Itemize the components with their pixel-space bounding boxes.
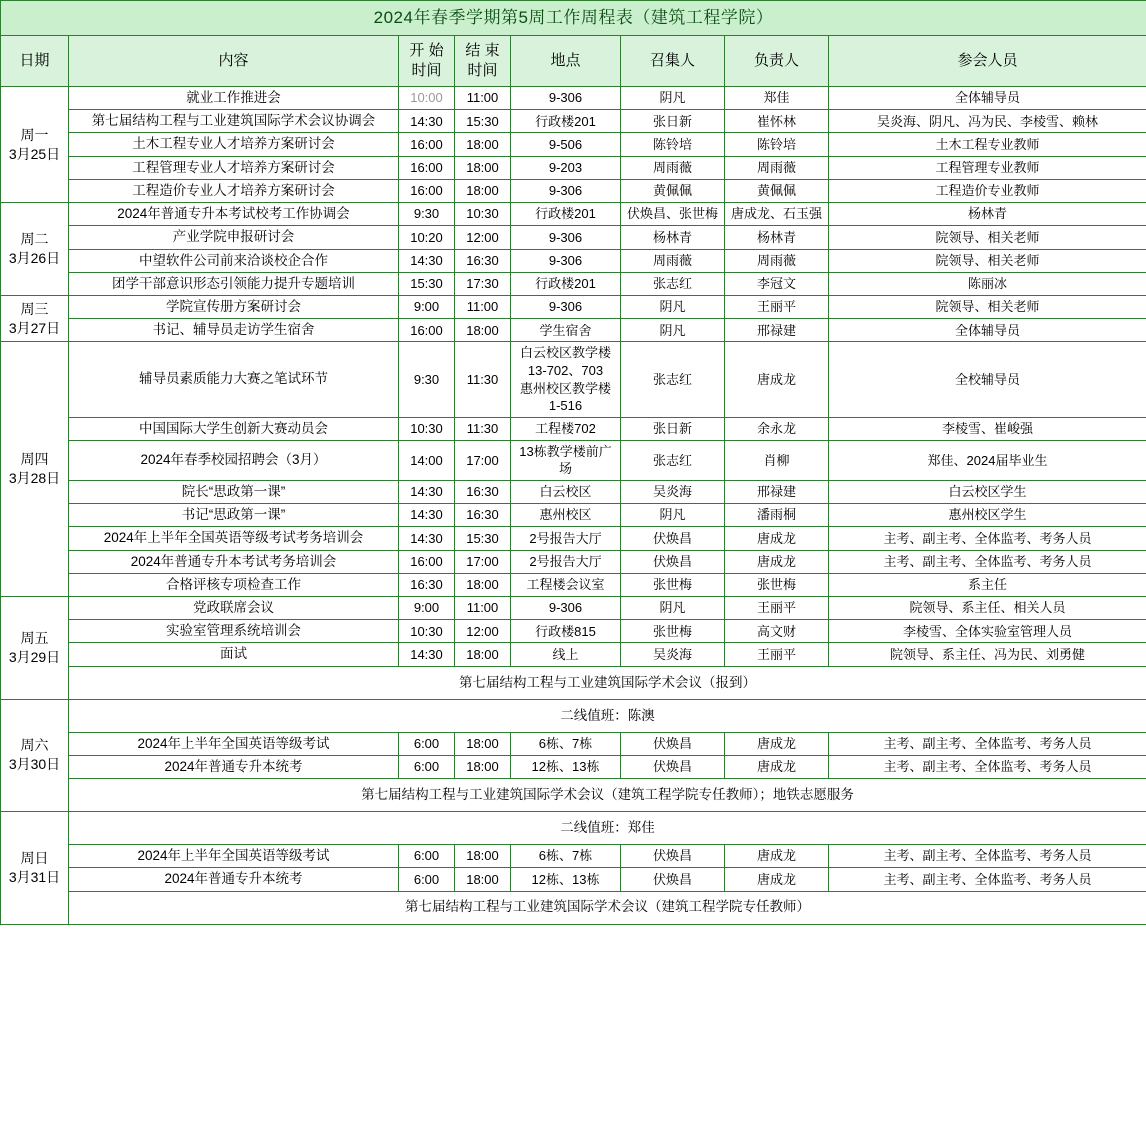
event-responsible: 张世梅 (725, 573, 829, 596)
table-row (1, 417, 1146, 440)
event-responsible: 陈铃培 (725, 133, 829, 156)
table-row (1, 480, 1146, 503)
duty-note-row (1, 699, 1146, 732)
header-end-time (455, 36, 511, 87)
event-content: 2024年普通专升本统考 (69, 868, 399, 891)
table-row (1, 295, 1146, 318)
header-end-line1: 结 束 (465, 41, 500, 59)
event-start-time: 9:30 (399, 342, 455, 417)
table-row (1, 87, 1146, 110)
event-convener: 张志红 (621, 342, 725, 417)
event-start-time: 16:00 (399, 550, 455, 573)
event-convener: 张世梅 (621, 573, 725, 596)
table-row (1, 226, 1146, 249)
event-place: 惠州校区 (511, 504, 621, 527)
table-row (1, 156, 1146, 179)
header-responsible: 负责人 (725, 36, 829, 87)
event-content: 中国国际大学生创新大赛动员会 (69, 417, 399, 440)
event-place: 9-306 (511, 249, 621, 272)
table-row (1, 597, 1146, 620)
event-place: 6栋、7栋 (511, 845, 621, 868)
day-date: 3月26日 (8, 250, 61, 267)
event-convener: 周雨薇 (621, 156, 725, 179)
event-start-time: 10:20 (399, 226, 455, 249)
event-start-time: 6:00 (399, 755, 455, 778)
header-start-line2: 时间 (411, 62, 442, 79)
event-attendees: 主考、副主考、全体监考、考务人员 (829, 755, 1146, 778)
event-start-time: 14:30 (399, 643, 455, 666)
event-start-time: 16:00 (399, 133, 455, 156)
event-end-time: 11:00 (455, 87, 511, 110)
event-place: 9-306 (511, 597, 621, 620)
event-attendees: 院领导、系主任、相关人员 (829, 597, 1146, 620)
table-row (1, 868, 1146, 891)
event-end-time: 15:30 (455, 527, 511, 550)
event-content: 院长“思政第一课” (69, 480, 399, 503)
event-start-time: 16:00 (399, 179, 455, 202)
header-content: 内容 (69, 36, 399, 87)
event-content: 面试 (69, 643, 399, 666)
note-row (1, 779, 1146, 812)
day-note: 第七届结构工程与工业建筑国际学术会议（建筑工程学院专任教师） (69, 891, 1146, 924)
day-name: 周日 (20, 849, 49, 866)
table-row (1, 550, 1146, 573)
event-start-time: 6:00 (399, 868, 455, 891)
event-convener: 阴凡 (621, 87, 725, 110)
event-end-time: 11:00 (455, 597, 511, 620)
table-row (1, 732, 1146, 755)
day-label-cell (1, 342, 69, 597)
event-attendees: 主考、副主考、全体监考、考务人员 (829, 732, 1146, 755)
table-row (1, 272, 1146, 295)
event-start-time: 14:30 (399, 480, 455, 503)
day-name: 周三 (20, 300, 49, 317)
event-content: 中望软件公司前来洽谈校企合作 (69, 249, 399, 272)
event-convener: 吴炎海 (621, 643, 725, 666)
day-date: 3月29日 (8, 648, 61, 665)
event-place: 行政楼201 (511, 110, 621, 133)
event-convener: 阴凡 (621, 597, 725, 620)
event-attendees: 院领导、相关老师 (829, 226, 1146, 249)
day-date: 3月27日 (8, 319, 61, 336)
event-responsible: 邢禄建 (725, 480, 829, 503)
event-responsible: 李冠文 (725, 272, 829, 295)
event-responsible: 唐成龙 (725, 342, 829, 417)
event-start-time: 6:00 (399, 732, 455, 755)
header-convener: 召集人 (621, 36, 725, 87)
header-start-line1: 开 始 (409, 41, 444, 59)
day-label-cell (1, 87, 69, 203)
table-row (1, 179, 1146, 202)
header-attendees: 参会人员 (829, 36, 1146, 87)
event-end-time: 18:00 (455, 179, 511, 202)
event-place: 行政楼201 (511, 272, 621, 295)
table-row (1, 110, 1146, 133)
event-responsible: 唐成龙 (725, 527, 829, 550)
event-content: 2024年上半年全国英语等级考试 (69, 732, 399, 755)
event-convener: 吴炎海 (621, 480, 725, 503)
note-row (1, 666, 1146, 699)
event-attendees: 工程管理专业教师 (829, 156, 1146, 179)
event-content: 2024年普通专升本考试考务培训会 (69, 550, 399, 573)
event-responsible: 余永龙 (725, 417, 829, 440)
event-attendees: 主考、副主考、全体监考、考务人员 (829, 845, 1146, 868)
event-responsible: 潘雨桐 (725, 504, 829, 527)
event-attendees: 院领导、相关老师 (829, 295, 1146, 318)
event-end-time: 16:30 (455, 480, 511, 503)
event-convener: 伏焕昌 (621, 845, 725, 868)
event-content: 2024年普通专升本考试校考工作协调会 (69, 203, 399, 226)
event-start-time: 9:00 (399, 295, 455, 318)
day-date: 3月31日 (8, 868, 61, 885)
day-name: 周一 (20, 126, 49, 143)
event-attendees: 系主任 (829, 573, 1146, 596)
event-end-time: 18:00 (455, 868, 511, 891)
event-content: 学院宣传册方案研讨会 (69, 295, 399, 318)
day-name: 周四 (20, 451, 49, 468)
event-responsible: 高文财 (725, 620, 829, 643)
event-convener: 阴凡 (621, 504, 725, 527)
event-start-time: 9:00 (399, 597, 455, 620)
event-responsible: 郑佳 (725, 87, 829, 110)
table-row (1, 319, 1146, 342)
event-convener: 张世梅 (621, 620, 725, 643)
event-place: 9-506 (511, 133, 621, 156)
event-place: 9-306 (511, 179, 621, 202)
event-end-time: 18:00 (455, 732, 511, 755)
event-place: 6栋、7栋 (511, 732, 621, 755)
event-content: 2024年上半年全国英语等级考试 (69, 845, 399, 868)
event-end-time: 12:00 (455, 620, 511, 643)
event-responsible: 王丽平 (725, 295, 829, 318)
header-place: 地点 (511, 36, 621, 87)
day-name: 周六 (20, 737, 49, 754)
header-date: 日期 (1, 36, 69, 87)
event-attendees: 李棱雪、崔峻强 (829, 417, 1146, 440)
event-content: 第七届结构工程与工业建筑国际学术会议协调会 (69, 110, 399, 133)
event-place: 学生宿舍 (511, 319, 621, 342)
event-attendees: 白云校区学生 (829, 480, 1146, 503)
event-end-time: 12:00 (455, 226, 511, 249)
event-attendees: 郑佳、2024届毕业生 (829, 440, 1146, 480)
event-place: 9-306 (511, 226, 621, 249)
event-attendees: 李棱雪、全体实验室管理人员 (829, 620, 1146, 643)
day-date: 3月30日 (8, 756, 61, 773)
event-end-time: 17:30 (455, 272, 511, 295)
event-responsible: 王丽平 (725, 643, 829, 666)
event-place: 线上 (511, 643, 621, 666)
event-start-time: 14:30 (399, 110, 455, 133)
event-start-time: 15:30 (399, 272, 455, 295)
event-place: 12栋、13栋 (511, 868, 621, 891)
event-start-time: 16:00 (399, 156, 455, 179)
event-convener: 张日新 (621, 417, 725, 440)
event-place: 9-203 (511, 156, 621, 179)
event-content: 工程管理专业人才培养方案研讨会 (69, 156, 399, 179)
event-content: 工程造价专业人才培养方案研讨会 (69, 179, 399, 202)
event-attendees: 全体辅导员 (829, 319, 1146, 342)
event-end-time: 18:00 (455, 845, 511, 868)
event-start-time: 9:30 (399, 203, 455, 226)
day-label-cell (1, 203, 69, 296)
event-convener: 陈铃培 (621, 133, 725, 156)
table-row (1, 440, 1146, 480)
event-end-time: 16:30 (455, 504, 511, 527)
event-convener: 张日新 (621, 110, 725, 133)
table-row (1, 133, 1146, 156)
table-row (1, 342, 1146, 417)
event-end-time: 10:30 (455, 203, 511, 226)
event-place: 行政楼201 (511, 203, 621, 226)
event-responsible: 黄佩佩 (725, 179, 829, 202)
event-end-time: 18:00 (455, 156, 511, 179)
event-content: 合格评核专项检查工作 (69, 573, 399, 596)
event-responsible: 唐成龙、石玉强 (725, 203, 829, 226)
event-responsible: 唐成龙 (725, 868, 829, 891)
event-attendees: 全体辅导员 (829, 87, 1146, 110)
day-note: 第七届结构工程与工业建筑国际学术会议（建筑工程学院专任教师）；地铁志愿服务 (69, 779, 1146, 812)
event-convener: 伏焕昌 (621, 868, 725, 891)
table-row (1, 527, 1146, 550)
event-responsible: 肖柳 (725, 440, 829, 480)
event-responsible: 周雨薇 (725, 249, 829, 272)
event-content: 书记“思政第一课” (69, 504, 399, 527)
event-end-time: 17:00 (455, 440, 511, 480)
event-end-time: 18:00 (455, 643, 511, 666)
table-row (1, 845, 1146, 868)
event-start-time: 16:00 (399, 319, 455, 342)
event-content: 团学干部意识形态引领能力提升专题培训 (69, 272, 399, 295)
event-responsible: 唐成龙 (725, 550, 829, 573)
event-start-time: 14:30 (399, 504, 455, 527)
event-attendees: 主考、副主考、全体监考、考务人员 (829, 550, 1146, 573)
day-note: 第七届结构工程与工业建筑国际学术会议（报到） (69, 666, 1146, 699)
day-label-cell (1, 699, 69, 811)
event-place: 2号报告大厅 (511, 527, 621, 550)
day-date: 3月25日 (8, 145, 61, 162)
event-attendees: 全校辅导员 (829, 342, 1146, 417)
event-place: 白云校区 (511, 480, 621, 503)
header-end-line2: 时间 (467, 62, 498, 79)
event-end-time: 16:30 (455, 249, 511, 272)
event-attendees: 陈丽冰 (829, 272, 1146, 295)
event-place: 行政楼815 (511, 620, 621, 643)
event-content: 辅导员素质能力大赛之笔试环节 (69, 342, 399, 417)
event-attendees: 惠州校区学生 (829, 504, 1146, 527)
event-convener: 伏焕昌 (621, 732, 725, 755)
day-label-cell (1, 295, 69, 341)
event-place: 白云校区教学楼13-702、703 惠州校区教学楼1-516 (511, 342, 621, 417)
event-place: 12栋、13栋 (511, 755, 621, 778)
event-convener: 伏焕昌 (621, 550, 725, 573)
event-place: 9-306 (511, 295, 621, 318)
event-end-time: 18:00 (455, 755, 511, 778)
event-end-time: 17:00 (455, 550, 511, 573)
event-end-time: 11:00 (455, 295, 511, 318)
event-start-time: 14:00 (399, 440, 455, 480)
event-convener: 杨林青 (621, 226, 725, 249)
event-attendees: 主考、副主考、全体监考、考务人员 (829, 868, 1146, 891)
duty-note: 二线值班：陈澳 (69, 699, 1146, 732)
event-responsible: 周雨薇 (725, 156, 829, 179)
day-label-cell (1, 812, 69, 924)
table-row (1, 504, 1146, 527)
event-content: 2024年春季校园招聘会（3月） (69, 440, 399, 480)
event-content: 党政联席会议 (69, 597, 399, 620)
duty-note-row (1, 812, 1146, 845)
event-end-time: 11:30 (455, 417, 511, 440)
title-row (1, 1, 1146, 36)
day-name: 周五 (20, 629, 49, 646)
event-end-time: 18:00 (455, 319, 511, 342)
event-attendees: 院领导、系主任、冯为民、刘勇健 (829, 643, 1146, 666)
event-end-time: 18:00 (455, 573, 511, 596)
event-responsible: 邢禄建 (725, 319, 829, 342)
event-start-time: 16:30 (399, 573, 455, 596)
event-convener: 伏焕昌 (621, 527, 725, 550)
table-row (1, 643, 1146, 666)
event-convener: 伏焕昌 (621, 755, 725, 778)
event-content: 就业工作推进会 (69, 87, 399, 110)
event-convener: 阴凡 (621, 319, 725, 342)
event-content: 产业学院申报研讨会 (69, 226, 399, 249)
event-place: 13栋教学楼前广场 (511, 440, 621, 480)
event-convener: 张志红 (621, 440, 725, 480)
event-place: 9-306 (511, 87, 621, 110)
event-place: 工程楼702 (511, 417, 621, 440)
event-convener: 阴凡 (621, 295, 725, 318)
table-row (1, 755, 1146, 778)
event-attendees: 土木工程专业教师 (829, 133, 1146, 156)
event-content: 2024年普通专升本统考 (69, 755, 399, 778)
event-start-time: 6:00 (399, 845, 455, 868)
event-end-time: 11:30 (455, 342, 511, 417)
event-attendees: 主考、副主考、全体监考、考务人员 (829, 527, 1146, 550)
event-place: 2号报告大厅 (511, 550, 621, 573)
day-label-cell (1, 597, 69, 700)
table-row (1, 203, 1146, 226)
event-convener: 黄佩佩 (621, 179, 725, 202)
event-responsible: 王丽平 (725, 597, 829, 620)
event-content: 2024年上半年全国英语等级考试考务培训会 (69, 527, 399, 550)
event-convener: 张志红 (621, 272, 725, 295)
event-start-time: 14:30 (399, 527, 455, 550)
table-row (1, 573, 1146, 596)
note-row (1, 891, 1146, 924)
event-content: 实验室管理系统培训会 (69, 620, 399, 643)
header-row (1, 36, 1146, 87)
event-attendees: 杨林青 (829, 203, 1146, 226)
event-place: 工程楼会议室 (511, 573, 621, 596)
event-end-time: 15:30 (455, 110, 511, 133)
event-attendees: 院领导、相关老师 (829, 249, 1146, 272)
table-row (1, 620, 1146, 643)
event-responsible: 唐成龙 (725, 755, 829, 778)
event-start-time: 10:30 (399, 417, 455, 440)
event-responsible: 唐成龙 (725, 732, 829, 755)
event-responsible: 唐成龙 (725, 845, 829, 868)
duty-note: 二线值班：郑佳 (69, 812, 1146, 845)
page-title: 2024年春季学期第5周工作周程表（建筑工程学院） (1, 1, 1146, 36)
event-start-time: 10:30 (399, 620, 455, 643)
event-content: 书记、辅导员走访学生宿舍 (69, 319, 399, 342)
day-name: 周二 (20, 231, 49, 248)
event-responsible: 杨林青 (725, 226, 829, 249)
event-responsible: 崔怀林 (725, 110, 829, 133)
header-start-time (399, 36, 455, 87)
event-convener: 伏焕昌、张世梅 (621, 203, 725, 226)
event-start-time: 14:30 (399, 249, 455, 272)
event-attendees: 工程造价专业教师 (829, 179, 1146, 202)
event-convener: 周雨薇 (621, 249, 725, 272)
day-date: 3月28日 (8, 470, 61, 487)
event-start-time: 10:00 (399, 87, 455, 110)
event-attendees: 吴炎海、阴凡、冯为民、李棱雪、赖林 (829, 110, 1146, 133)
table-row (1, 249, 1146, 272)
event-end-time: 18:00 (455, 133, 511, 156)
event-content: 土木工程专业人才培养方案研讨会 (69, 133, 399, 156)
